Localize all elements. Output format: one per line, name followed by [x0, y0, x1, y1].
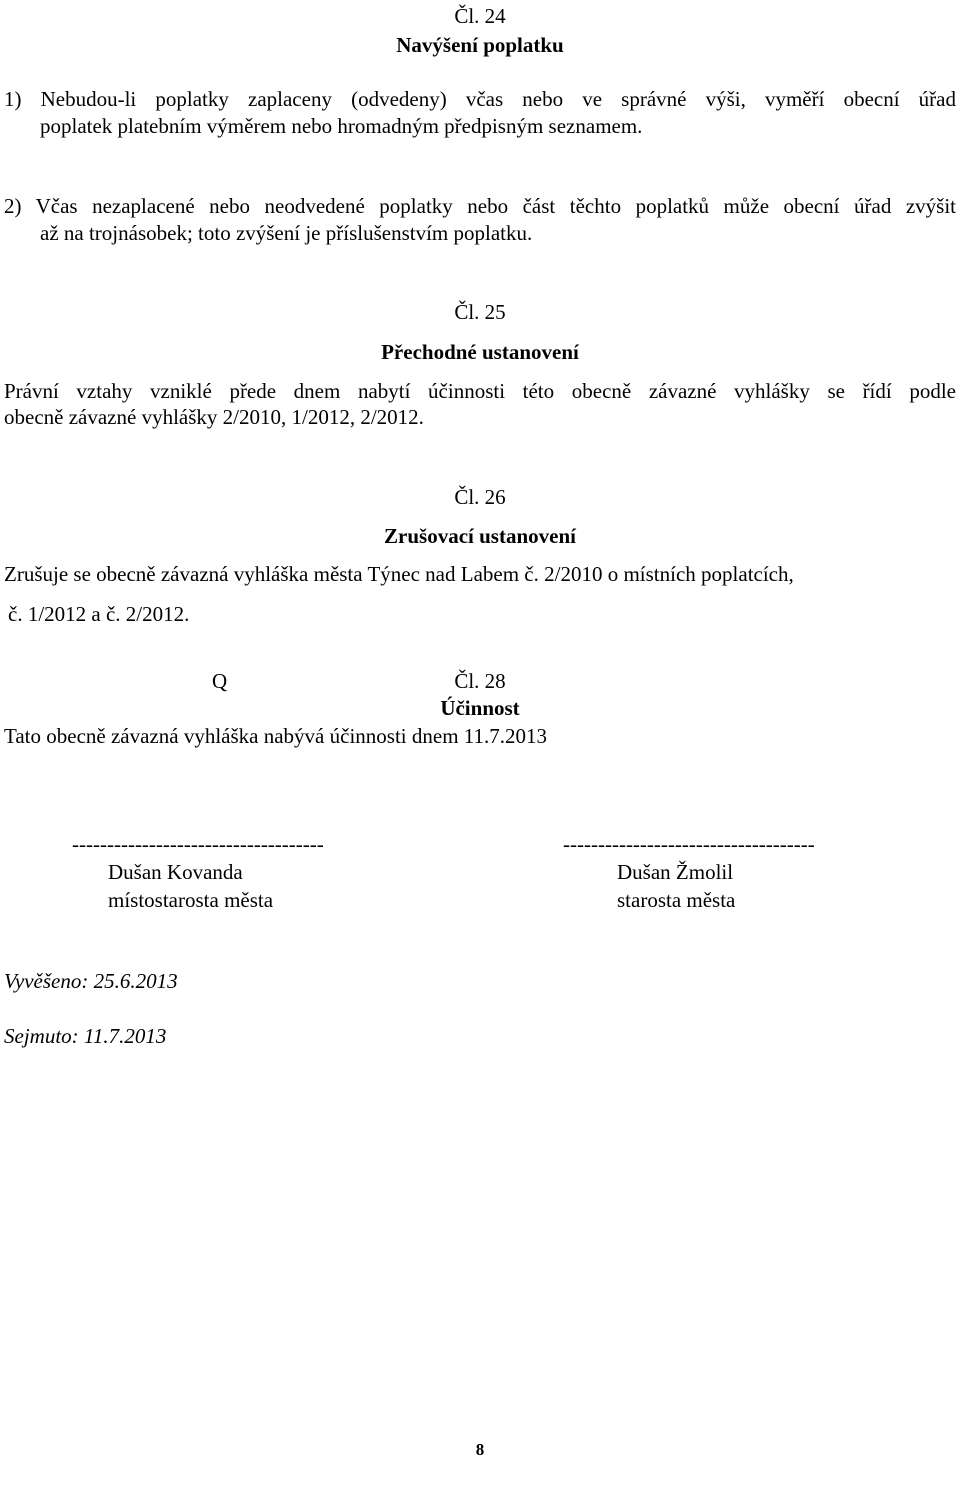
signature-line-right: ------------------------------------ [563, 832, 815, 856]
article-24-paragraph-1-line-2: poplatek platebním výměrem nebo hromadným předpisným seznamem. [40, 114, 643, 138]
signatory-name-right: Dušan Žmolil [617, 860, 734, 884]
page-number: 8 [475, 1440, 485, 1459]
article-24-title: Navýšení poplatku [396, 33, 564, 57]
signature-line-left: ------------------------------------ [72, 832, 324, 856]
article-26-number: Čl. 26 [454, 485, 506, 509]
signatory-role-left: místostarosta města [108, 888, 274, 912]
article-24-paragraph-2-line-2: až na trojnásobek; toto zvýšení je příslušenstvím poplatku. [40, 221, 533, 245]
posted-date: Vyvěšeno: 25.6.2013 [4, 969, 178, 993]
stray-mark: Q [212, 669, 228, 693]
article-25-text-line-2: obecně závazné vyhlášky 2/2010, 1/2012, 2/2012. [4, 405, 424, 429]
article-26-text-line-1: Zrušuje se obecně závazná vyhláška města Týnec nad Labem č. 2/2010 o místních poplatcích, [4, 562, 794, 586]
article-28-number: Čl. 28 [454, 669, 506, 693]
article-25-number: Čl. 25 [454, 300, 506, 324]
article-25-title: Přechodné ustanovení [381, 340, 579, 364]
article-25-text-line-1: Právní vztahy vzniklé přede dnem nabytí účinnosti této obecně závazné vyhlášky se řídí podle [4, 379, 956, 403]
removed-date: Sejmuto: 11.7.2013 [4, 1024, 167, 1048]
article-24-paragraph-1-line-1: 1) Nebudou-li poplatky zaplaceny (odvedeny) včas nebo ve správné výši, vyměří obecní úřad [4, 87, 956, 111]
article-28-title: Účinnost [440, 696, 520, 720]
article-24-number: Čl. 24 [454, 4, 506, 28]
article-26-text-line-2: č. 1/2012 a č. 2/2012. [8, 602, 190, 626]
signatory-name-left: Dušan Kovanda [108, 860, 243, 884]
signatory-role-right: starosta města [617, 888, 736, 912]
article-24-paragraph-2-line-1: 2) Včas nezaplacené nebo neodvedené poplatky nebo část těchto poplatků může obecní úřad zvýšit [4, 194, 956, 218]
article-26-title: Zrušovací ustanovení [384, 524, 576, 548]
article-28-text: Tato obecně závazná vyhláška nabývá účinnosti dnem 11.7.2013 [4, 724, 547, 748]
